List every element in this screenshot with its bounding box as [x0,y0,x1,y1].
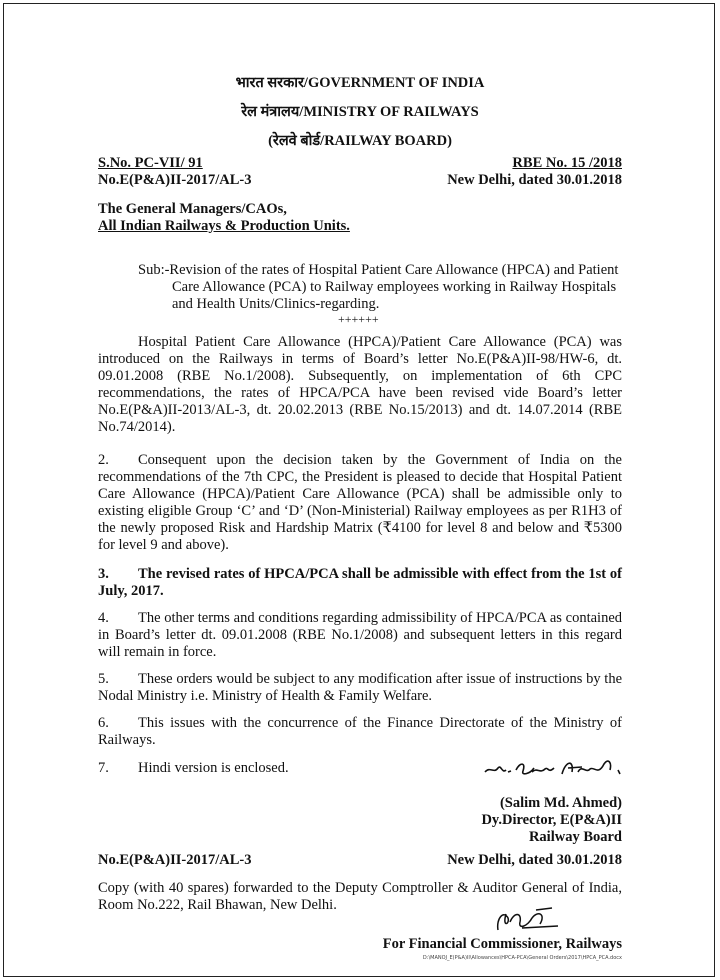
signatory-name: (Salim Md. Ahmed) [499,795,622,811]
paragraph-7-number: 7. [98,760,109,776]
paragraph-7: Hindi version is enclosed. [138,760,289,776]
footer-file-path: D:\MANOJ_E(P&A)II\Allowances\HPCA-PCA\General Orders\2017\HPCA_PCA.docx [422,955,622,961]
serial-number: S.No. PC-VII/ 91 [98,155,203,171]
signatory-designation: Dy.Director, E(P&A)II [481,812,622,828]
paragraph-6: This issues with the concurrence of the Finance Directorate of the Ministry of Railways. [98,715,622,748]
addressee-line2: All Indian Railways & Production Units. [98,218,350,234]
separator: ++++++ [338,312,379,326]
paragraph-3-number: 3. [98,566,109,582]
subject-line3: and Health Units/Clinics-regarding. [172,296,380,312]
signatory-office: Railway Board [528,829,622,845]
paragraph-2: Consequent upon the decision taken by the Government of India on the recommendations of the 7th CPC, the President is pleased to decide that Hospital Patient Care Allowance (HPCA)/Patient Care Allowance (PCA) shall be admissible only to existing eligible Group ‘C’ and ‘D’ (Non-Ministerial) Railway employees as per R1H3 of the newly proposed Risk and Hardship Matrix (₹4100 for level 8 and below and ₹5300 for level 9 and above). [98,452,622,553]
paragraph-6-number: 6. [98,715,109,731]
paragraph-4: The other terms and conditions regarding admissibility of HPCA/PCA as contained in Board’s letter dt. 09.01.2008 (RBE No.1/2008) and subsequent letters in this regard will remain in force. [98,610,622,660]
copy-file-number: No.E(P&A)II-2017/AL-3 [98,852,252,868]
file-number: No.E(P&A)II-2017/AL-3 [98,172,252,188]
signature-image [482,754,632,786]
for-financial-commissioner: For Financial Commissioner, Railways [382,936,622,952]
paragraph-1: Hospital Patient Care Allowance (HPCA)/Patient Care Allowance (PCA) was introduced on the Railways in terms of Board’s letter No.E(P&A)II-98/HW-6, dt. 09.01.2008 (RBE No.1/2008). Subsequently, on implementation of 6th CPC recommendations, the rates of HPCA/PCA have been revised vide Board’s letter No.E(P&A)II-2013/AL-3, dt. 20.02.2013 (RBE No.15/2013) and dt. 14.07.2014 (RBE No.74/2014). [98,334,622,435]
copy-text: Copy (with 40 spares) forwarded to the Deputy Comptroller & Auditor General of India, Room No.222, Rail Bhawan, New Delhi. [98,880,622,913]
header-ministry: रेल मंत्रालय/MINISTRY OF RAILWAYS [241,104,479,120]
rbe-number: RBE No. 15 /2018 [512,155,622,171]
paragraph-4-number: 4. [98,610,109,626]
subject-line2: Care Allowance (PCA) to Railway employees working in Railway Hospitals [172,279,617,295]
copy-place-date: New Delhi, dated 30.01.2018 [447,852,622,868]
paragraph-3: The revised rates of HPCA/PCA shall be admissible with effect from the 1st of July, 2017. [98,566,622,599]
paragraph-5: These orders would be subject to any modification after issue of instructions by the Nodal Ministry i.e. Ministry of Health & Family Welfare. [98,671,622,704]
place-date: New Delhi, dated 30.01.2018 [447,172,622,188]
header-board: (रेलवे बोर्ड/RAILWAY BOARD) [268,133,452,149]
header-government: भारत सरकार/GOVERNMENT OF INDIA [235,75,485,91]
paragraph-5-number: 5. [98,671,109,687]
addressee-line1: The General Managers/CAOs, [98,201,287,217]
subject-line1: Sub:-Revision of the rates of Hospital Patient Care Allowance (HPCA) and Patient [138,262,619,278]
paragraph-2-number: 2. [98,452,109,468]
initials-signature [492,904,562,938]
